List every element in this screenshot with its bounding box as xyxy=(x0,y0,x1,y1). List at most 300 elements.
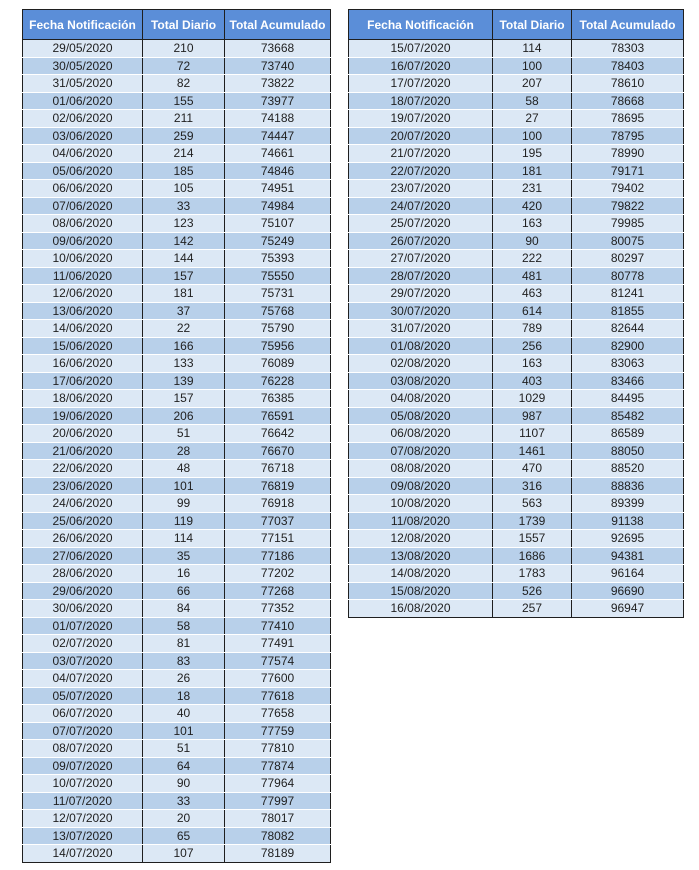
header-total-diario: Total Diario xyxy=(493,10,572,40)
cell-fecha: 04/06/2020 xyxy=(23,145,143,163)
cell-total-diario: 84 xyxy=(143,600,225,618)
cell-total-diario: 100 xyxy=(493,127,572,145)
cell-total-acumulado: 79985 xyxy=(572,215,684,233)
table-row xyxy=(349,547,684,565)
cell-fecha: 18/07/2020 xyxy=(349,92,493,110)
cell-total-diario: 211 xyxy=(143,110,225,128)
cell-fecha: 03/06/2020 xyxy=(23,127,143,145)
table-row xyxy=(349,460,684,478)
cell-fecha: 29/06/2020 xyxy=(23,582,143,600)
cell-total-diario: 526 xyxy=(493,582,572,600)
table-row xyxy=(23,372,331,390)
cell-total-diario: 81 xyxy=(143,635,225,653)
table-row xyxy=(23,337,331,355)
table-row xyxy=(23,670,331,688)
cell-total-diario: 82 xyxy=(143,75,225,93)
header-row xyxy=(349,10,684,40)
table-row xyxy=(349,442,684,460)
cell-total-diario: 48 xyxy=(143,460,225,478)
cell-fecha: 11/08/2020 xyxy=(349,512,493,530)
table-row xyxy=(349,57,684,75)
table-row xyxy=(23,145,331,163)
table-row xyxy=(23,267,331,285)
table-row xyxy=(349,75,684,93)
cell-fecha: 06/08/2020 xyxy=(349,425,493,443)
table-row xyxy=(23,582,331,600)
cell-total-diario: 1107 xyxy=(493,425,572,443)
cell-fecha: 15/07/2020 xyxy=(349,40,493,58)
cell-total-acumulado: 77964 xyxy=(225,775,331,793)
table-row xyxy=(23,75,331,93)
cases-table-right xyxy=(348,9,684,618)
cell-total-diario: 210 xyxy=(143,40,225,58)
cell-fecha: 01/06/2020 xyxy=(23,92,143,110)
cell-total-diario: 214 xyxy=(143,145,225,163)
cell-total-acumulado: 76670 xyxy=(225,442,331,460)
cell-total-diario: 257 xyxy=(493,600,572,618)
cell-total-diario: 420 xyxy=(493,197,572,215)
cell-total-acumulado: 77202 xyxy=(225,565,331,583)
cell-fecha: 13/08/2020 xyxy=(349,547,493,565)
cell-fecha: 04/08/2020 xyxy=(349,390,493,408)
cell-total-acumulado: 76718 xyxy=(225,460,331,478)
cell-fecha: 18/06/2020 xyxy=(23,390,143,408)
cell-fecha: 01/07/2020 xyxy=(23,617,143,635)
cell-total-acumulado: 77037 xyxy=(225,512,331,530)
cell-fecha: 08/07/2020 xyxy=(23,740,143,758)
table-row xyxy=(349,92,684,110)
cell-total-diario: 35 xyxy=(143,547,225,565)
cell-total-acumulado: 76642 xyxy=(225,425,331,443)
cell-total-diario: 222 xyxy=(493,250,572,268)
table-row xyxy=(349,180,684,198)
cell-total-acumulado: 78082 xyxy=(225,827,331,845)
cell-total-acumulado: 78403 xyxy=(572,57,684,75)
cell-fecha: 12/08/2020 xyxy=(349,530,493,548)
cell-total-acumulado: 88050 xyxy=(572,442,684,460)
cell-total-acumulado: 96164 xyxy=(572,565,684,583)
table-row xyxy=(349,267,684,285)
cell-total-acumulado: 77997 xyxy=(225,792,331,810)
table-row xyxy=(23,687,331,705)
cell-total-acumulado: 78668 xyxy=(572,92,684,110)
cell-total-acumulado: 74951 xyxy=(225,180,331,198)
table-row xyxy=(23,127,331,145)
cell-total-diario: 18 xyxy=(143,687,225,705)
table-row xyxy=(23,792,331,810)
cell-fecha: 09/07/2020 xyxy=(23,757,143,775)
table-row xyxy=(349,495,684,513)
cell-total-acumulado: 74188 xyxy=(225,110,331,128)
table-row xyxy=(349,425,684,443)
table-row xyxy=(23,722,331,740)
cell-total-acumulado: 77618 xyxy=(225,687,331,705)
table-row xyxy=(23,530,331,548)
table-row xyxy=(349,355,684,373)
cell-total-acumulado: 77600 xyxy=(225,670,331,688)
cell-total-diario: 789 xyxy=(493,320,572,338)
cell-fecha: 05/07/2020 xyxy=(23,687,143,705)
cell-total-diario: 163 xyxy=(493,355,572,373)
table-row xyxy=(23,757,331,775)
cell-total-diario: 181 xyxy=(493,162,572,180)
cell-fecha: 08/06/2020 xyxy=(23,215,143,233)
cell-total-diario: 181 xyxy=(143,285,225,303)
cell-total-acumulado: 88520 xyxy=(572,460,684,478)
cell-total-acumulado: 74661 xyxy=(225,145,331,163)
table-row xyxy=(349,565,684,583)
cell-total-acumulado: 80075 xyxy=(572,232,684,250)
cell-total-acumulado: 76228 xyxy=(225,372,331,390)
table-row xyxy=(23,285,331,303)
cell-total-acumulado: 77759 xyxy=(225,722,331,740)
table-row xyxy=(23,92,331,110)
cell-fecha: 03/08/2020 xyxy=(349,372,493,390)
table-row xyxy=(23,810,331,828)
cell-total-diario: 207 xyxy=(493,75,572,93)
table-row xyxy=(23,232,331,250)
table-row xyxy=(23,845,331,863)
cell-total-diario: 51 xyxy=(143,425,225,443)
cell-fecha: 22/07/2020 xyxy=(349,162,493,180)
table-row xyxy=(23,827,331,845)
cell-fecha: 05/06/2020 xyxy=(23,162,143,180)
cell-fecha: 02/07/2020 xyxy=(23,635,143,653)
cell-total-acumulado: 83466 xyxy=(572,372,684,390)
table-row xyxy=(23,407,331,425)
cell-fecha: 28/07/2020 xyxy=(349,267,493,285)
cell-total-diario: 58 xyxy=(493,92,572,110)
cell-total-acumulado: 73668 xyxy=(225,40,331,58)
cell-fecha: 23/07/2020 xyxy=(349,180,493,198)
cell-fecha: 29/05/2020 xyxy=(23,40,143,58)
table-row xyxy=(23,197,331,215)
table-row xyxy=(23,40,331,58)
cell-total-acumulado: 96947 xyxy=(572,600,684,618)
cell-fecha: 14/07/2020 xyxy=(23,845,143,863)
cell-total-acumulado: 73977 xyxy=(225,92,331,110)
cell-total-acumulado: 78303 xyxy=(572,40,684,58)
cell-fecha: 15/08/2020 xyxy=(349,582,493,600)
cell-fecha: 17/07/2020 xyxy=(349,75,493,93)
table-row xyxy=(349,250,684,268)
table-row xyxy=(23,320,331,338)
cell-total-acumulado: 77658 xyxy=(225,705,331,723)
cell-fecha: 17/06/2020 xyxy=(23,372,143,390)
cell-total-diario: 37 xyxy=(143,302,225,320)
table-row xyxy=(349,512,684,530)
cell-fecha: 07/08/2020 xyxy=(349,442,493,460)
cell-total-diario: 142 xyxy=(143,232,225,250)
cell-total-acumulado: 75393 xyxy=(225,250,331,268)
cell-total-diario: 157 xyxy=(143,267,225,285)
cell-total-diario: 403 xyxy=(493,372,572,390)
cell-total-acumulado: 79402 xyxy=(572,180,684,198)
cell-fecha: 29/07/2020 xyxy=(349,285,493,303)
table-row xyxy=(23,390,331,408)
cell-total-diario: 157 xyxy=(143,390,225,408)
cell-total-acumulado: 76385 xyxy=(225,390,331,408)
cell-fecha: 13/06/2020 xyxy=(23,302,143,320)
cell-fecha: 16/06/2020 xyxy=(23,355,143,373)
cell-fecha: 03/07/2020 xyxy=(23,652,143,670)
cell-fecha: 05/08/2020 xyxy=(349,407,493,425)
cell-fecha: 10/08/2020 xyxy=(349,495,493,513)
table-row xyxy=(349,372,684,390)
table-row xyxy=(23,460,331,478)
cell-total-acumulado: 74984 xyxy=(225,197,331,215)
table-row xyxy=(23,250,331,268)
table-row xyxy=(349,110,684,128)
table-row xyxy=(349,337,684,355)
cell-total-diario: 101 xyxy=(143,722,225,740)
table-row xyxy=(349,407,684,425)
cell-total-diario: 33 xyxy=(143,197,225,215)
cell-fecha: 27/06/2020 xyxy=(23,547,143,565)
cell-total-acumulado: 78695 xyxy=(572,110,684,128)
cell-total-acumulado: 77410 xyxy=(225,617,331,635)
header-fecha: Fecha Notificación xyxy=(23,10,143,40)
cell-total-diario: 206 xyxy=(143,407,225,425)
cell-fecha: 12/07/2020 xyxy=(23,810,143,828)
table-row xyxy=(349,285,684,303)
header-row xyxy=(23,10,331,40)
cell-total-acumulado: 75550 xyxy=(225,267,331,285)
cell-total-acumulado: 75249 xyxy=(225,232,331,250)
table-row xyxy=(23,775,331,793)
table-row xyxy=(349,582,684,600)
table-row xyxy=(23,600,331,618)
cell-fecha: 20/06/2020 xyxy=(23,425,143,443)
header-total-diario: Total Diario xyxy=(143,10,225,40)
cell-fecha: 15/06/2020 xyxy=(23,337,143,355)
cell-fecha: 11/07/2020 xyxy=(23,792,143,810)
cell-total-diario: 123 xyxy=(143,215,225,233)
cell-total-diario: 1557 xyxy=(493,530,572,548)
cell-total-diario: 107 xyxy=(143,845,225,863)
cell-total-acumulado: 78795 xyxy=(572,127,684,145)
cell-total-acumulado: 77268 xyxy=(225,582,331,600)
cell-total-diario: 1739 xyxy=(493,512,572,530)
cell-total-acumulado: 75768 xyxy=(225,302,331,320)
cell-total-diario: 99 xyxy=(143,495,225,513)
cell-total-diario: 144 xyxy=(143,250,225,268)
table-row xyxy=(23,495,331,513)
cell-total-diario: 259 xyxy=(143,127,225,145)
cell-fecha: 30/06/2020 xyxy=(23,600,143,618)
cell-fecha: 04/07/2020 xyxy=(23,670,143,688)
cell-fecha: 09/06/2020 xyxy=(23,232,143,250)
cell-total-acumulado: 77186 xyxy=(225,547,331,565)
table-row xyxy=(349,600,684,618)
cell-fecha: 21/06/2020 xyxy=(23,442,143,460)
table-row xyxy=(349,145,684,163)
cell-total-diario: 987 xyxy=(493,407,572,425)
cell-fecha: 06/06/2020 xyxy=(23,180,143,198)
cell-fecha: 26/07/2020 xyxy=(349,232,493,250)
cell-total-diario: 481 xyxy=(493,267,572,285)
cell-total-acumulado: 76918 xyxy=(225,495,331,513)
cell-total-diario: 101 xyxy=(143,477,225,495)
cell-total-diario: 614 xyxy=(493,302,572,320)
cell-fecha: 26/06/2020 xyxy=(23,530,143,548)
cell-total-diario: 463 xyxy=(493,285,572,303)
cell-total-acumulado: 78610 xyxy=(572,75,684,93)
cell-fecha: 19/06/2020 xyxy=(23,407,143,425)
table-row xyxy=(23,215,331,233)
table-row xyxy=(23,57,331,75)
cell-total-diario: 139 xyxy=(143,372,225,390)
cell-fecha: 14/08/2020 xyxy=(349,565,493,583)
cell-total-diario: 231 xyxy=(493,180,572,198)
cell-total-diario: 33 xyxy=(143,792,225,810)
cell-total-diario: 119 xyxy=(143,512,225,530)
cell-fecha: 01/08/2020 xyxy=(349,337,493,355)
cell-fecha: 28/06/2020 xyxy=(23,565,143,583)
cell-total-acumulado: 85482 xyxy=(572,407,684,425)
table-row xyxy=(23,705,331,723)
cell-total-diario: 27 xyxy=(493,110,572,128)
cell-total-acumulado: 83063 xyxy=(572,355,684,373)
cell-total-acumulado: 78990 xyxy=(572,145,684,163)
cell-total-acumulado: 82900 xyxy=(572,337,684,355)
cell-total-acumulado: 74447 xyxy=(225,127,331,145)
cell-fecha: 27/07/2020 xyxy=(349,250,493,268)
cell-total-diario: 26 xyxy=(143,670,225,688)
cell-total-acumulado: 80297 xyxy=(572,250,684,268)
cell-total-diario: 90 xyxy=(493,232,572,250)
table-row xyxy=(23,477,331,495)
cell-total-acumulado: 75731 xyxy=(225,285,331,303)
table-row xyxy=(349,390,684,408)
cell-fecha: 06/07/2020 xyxy=(23,705,143,723)
table-row xyxy=(23,180,331,198)
table-row xyxy=(23,740,331,758)
table-row xyxy=(23,425,331,443)
table-row xyxy=(349,320,684,338)
cell-fecha: 09/08/2020 xyxy=(349,477,493,495)
cell-total-acumulado: 76089 xyxy=(225,355,331,373)
cell-total-acumulado: 81241 xyxy=(572,285,684,303)
header-total-acumulado: Total Acumulado xyxy=(225,10,331,40)
cell-total-diario: 40 xyxy=(143,705,225,723)
cell-fecha: 16/07/2020 xyxy=(349,57,493,75)
header-total-acumulado: Total Acumulado xyxy=(572,10,684,40)
cases-table-left xyxy=(22,9,331,863)
cell-total-diario: 22 xyxy=(143,320,225,338)
cell-total-diario: 83 xyxy=(143,652,225,670)
cell-total-acumulado: 78017 xyxy=(225,810,331,828)
cell-total-acumulado: 73740 xyxy=(225,57,331,75)
cell-total-diario: 155 xyxy=(143,92,225,110)
cell-total-acumulado: 86589 xyxy=(572,425,684,443)
cell-total-acumulado: 92695 xyxy=(572,530,684,548)
cell-total-diario: 163 xyxy=(493,215,572,233)
cell-total-diario: 28 xyxy=(143,442,225,460)
cell-fecha: 23/06/2020 xyxy=(23,477,143,495)
table-row xyxy=(23,110,331,128)
table-row xyxy=(23,652,331,670)
cell-total-diario: 16 xyxy=(143,565,225,583)
table-row xyxy=(23,442,331,460)
cell-total-diario: 114 xyxy=(493,40,572,58)
cell-fecha: 13/07/2020 xyxy=(23,827,143,845)
cell-total-diario: 58 xyxy=(143,617,225,635)
cell-total-diario: 133 xyxy=(143,355,225,373)
cell-total-diario: 114 xyxy=(143,530,225,548)
cell-fecha: 22/06/2020 xyxy=(23,460,143,478)
table-row xyxy=(349,302,684,320)
cell-total-acumulado: 75107 xyxy=(225,215,331,233)
table-row xyxy=(23,162,331,180)
cell-total-acumulado: 82644 xyxy=(572,320,684,338)
cell-fecha: 02/06/2020 xyxy=(23,110,143,128)
cell-total-acumulado: 77874 xyxy=(225,757,331,775)
cell-total-acumulado: 74846 xyxy=(225,162,331,180)
cell-fecha: 02/08/2020 xyxy=(349,355,493,373)
cell-total-acumulado: 91138 xyxy=(572,512,684,530)
cell-total-acumulado: 79171 xyxy=(572,162,684,180)
cell-total-diario: 1029 xyxy=(493,390,572,408)
cell-fecha: 25/06/2020 xyxy=(23,512,143,530)
cell-fecha: 24/06/2020 xyxy=(23,495,143,513)
cell-total-diario: 65 xyxy=(143,827,225,845)
cell-fecha: 30/05/2020 xyxy=(23,57,143,75)
cell-fecha: 21/07/2020 xyxy=(349,145,493,163)
cell-total-acumulado: 88836 xyxy=(572,477,684,495)
cell-total-diario: 90 xyxy=(143,775,225,793)
cell-total-acumulado: 96690 xyxy=(572,582,684,600)
cell-total-diario: 195 xyxy=(493,145,572,163)
cell-total-acumulado: 78189 xyxy=(225,845,331,863)
cell-total-diario: 185 xyxy=(143,162,225,180)
cell-total-diario: 1686 xyxy=(493,547,572,565)
cell-total-diario: 470 xyxy=(493,460,572,478)
cell-fecha: 19/07/2020 xyxy=(349,110,493,128)
cell-total-diario: 51 xyxy=(143,740,225,758)
cell-total-diario: 64 xyxy=(143,757,225,775)
cell-fecha: 12/06/2020 xyxy=(23,285,143,303)
cell-fecha: 07/06/2020 xyxy=(23,197,143,215)
cell-total-acumulado: 81855 xyxy=(572,302,684,320)
cell-total-acumulado: 77810 xyxy=(225,740,331,758)
table-row xyxy=(349,477,684,495)
table-row xyxy=(349,127,684,145)
cell-total-acumulado: 79822 xyxy=(572,197,684,215)
cell-fecha: 10/06/2020 xyxy=(23,250,143,268)
cell-total-diario: 66 xyxy=(143,582,225,600)
header-fecha: Fecha Notificación xyxy=(349,10,493,40)
table-row xyxy=(349,232,684,250)
cell-total-acumulado: 77491 xyxy=(225,635,331,653)
cell-total-acumulado: 80778 xyxy=(572,267,684,285)
cell-total-acumulado: 94381 xyxy=(572,547,684,565)
cell-total-acumulado: 76591 xyxy=(225,407,331,425)
cell-fecha: 24/07/2020 xyxy=(349,197,493,215)
cell-fecha: 25/07/2020 xyxy=(349,215,493,233)
cell-total-diario: 100 xyxy=(493,57,572,75)
cell-fecha: 11/06/2020 xyxy=(23,267,143,285)
cell-total-diario: 1783 xyxy=(493,565,572,583)
table-row xyxy=(23,512,331,530)
cell-total-diario: 316 xyxy=(493,477,572,495)
table-row xyxy=(349,197,684,215)
cell-total-acumulado: 77151 xyxy=(225,530,331,548)
cell-total-diario: 166 xyxy=(143,337,225,355)
table-row xyxy=(23,565,331,583)
cell-total-acumulado: 75790 xyxy=(225,320,331,338)
cell-fecha: 20/07/2020 xyxy=(349,127,493,145)
